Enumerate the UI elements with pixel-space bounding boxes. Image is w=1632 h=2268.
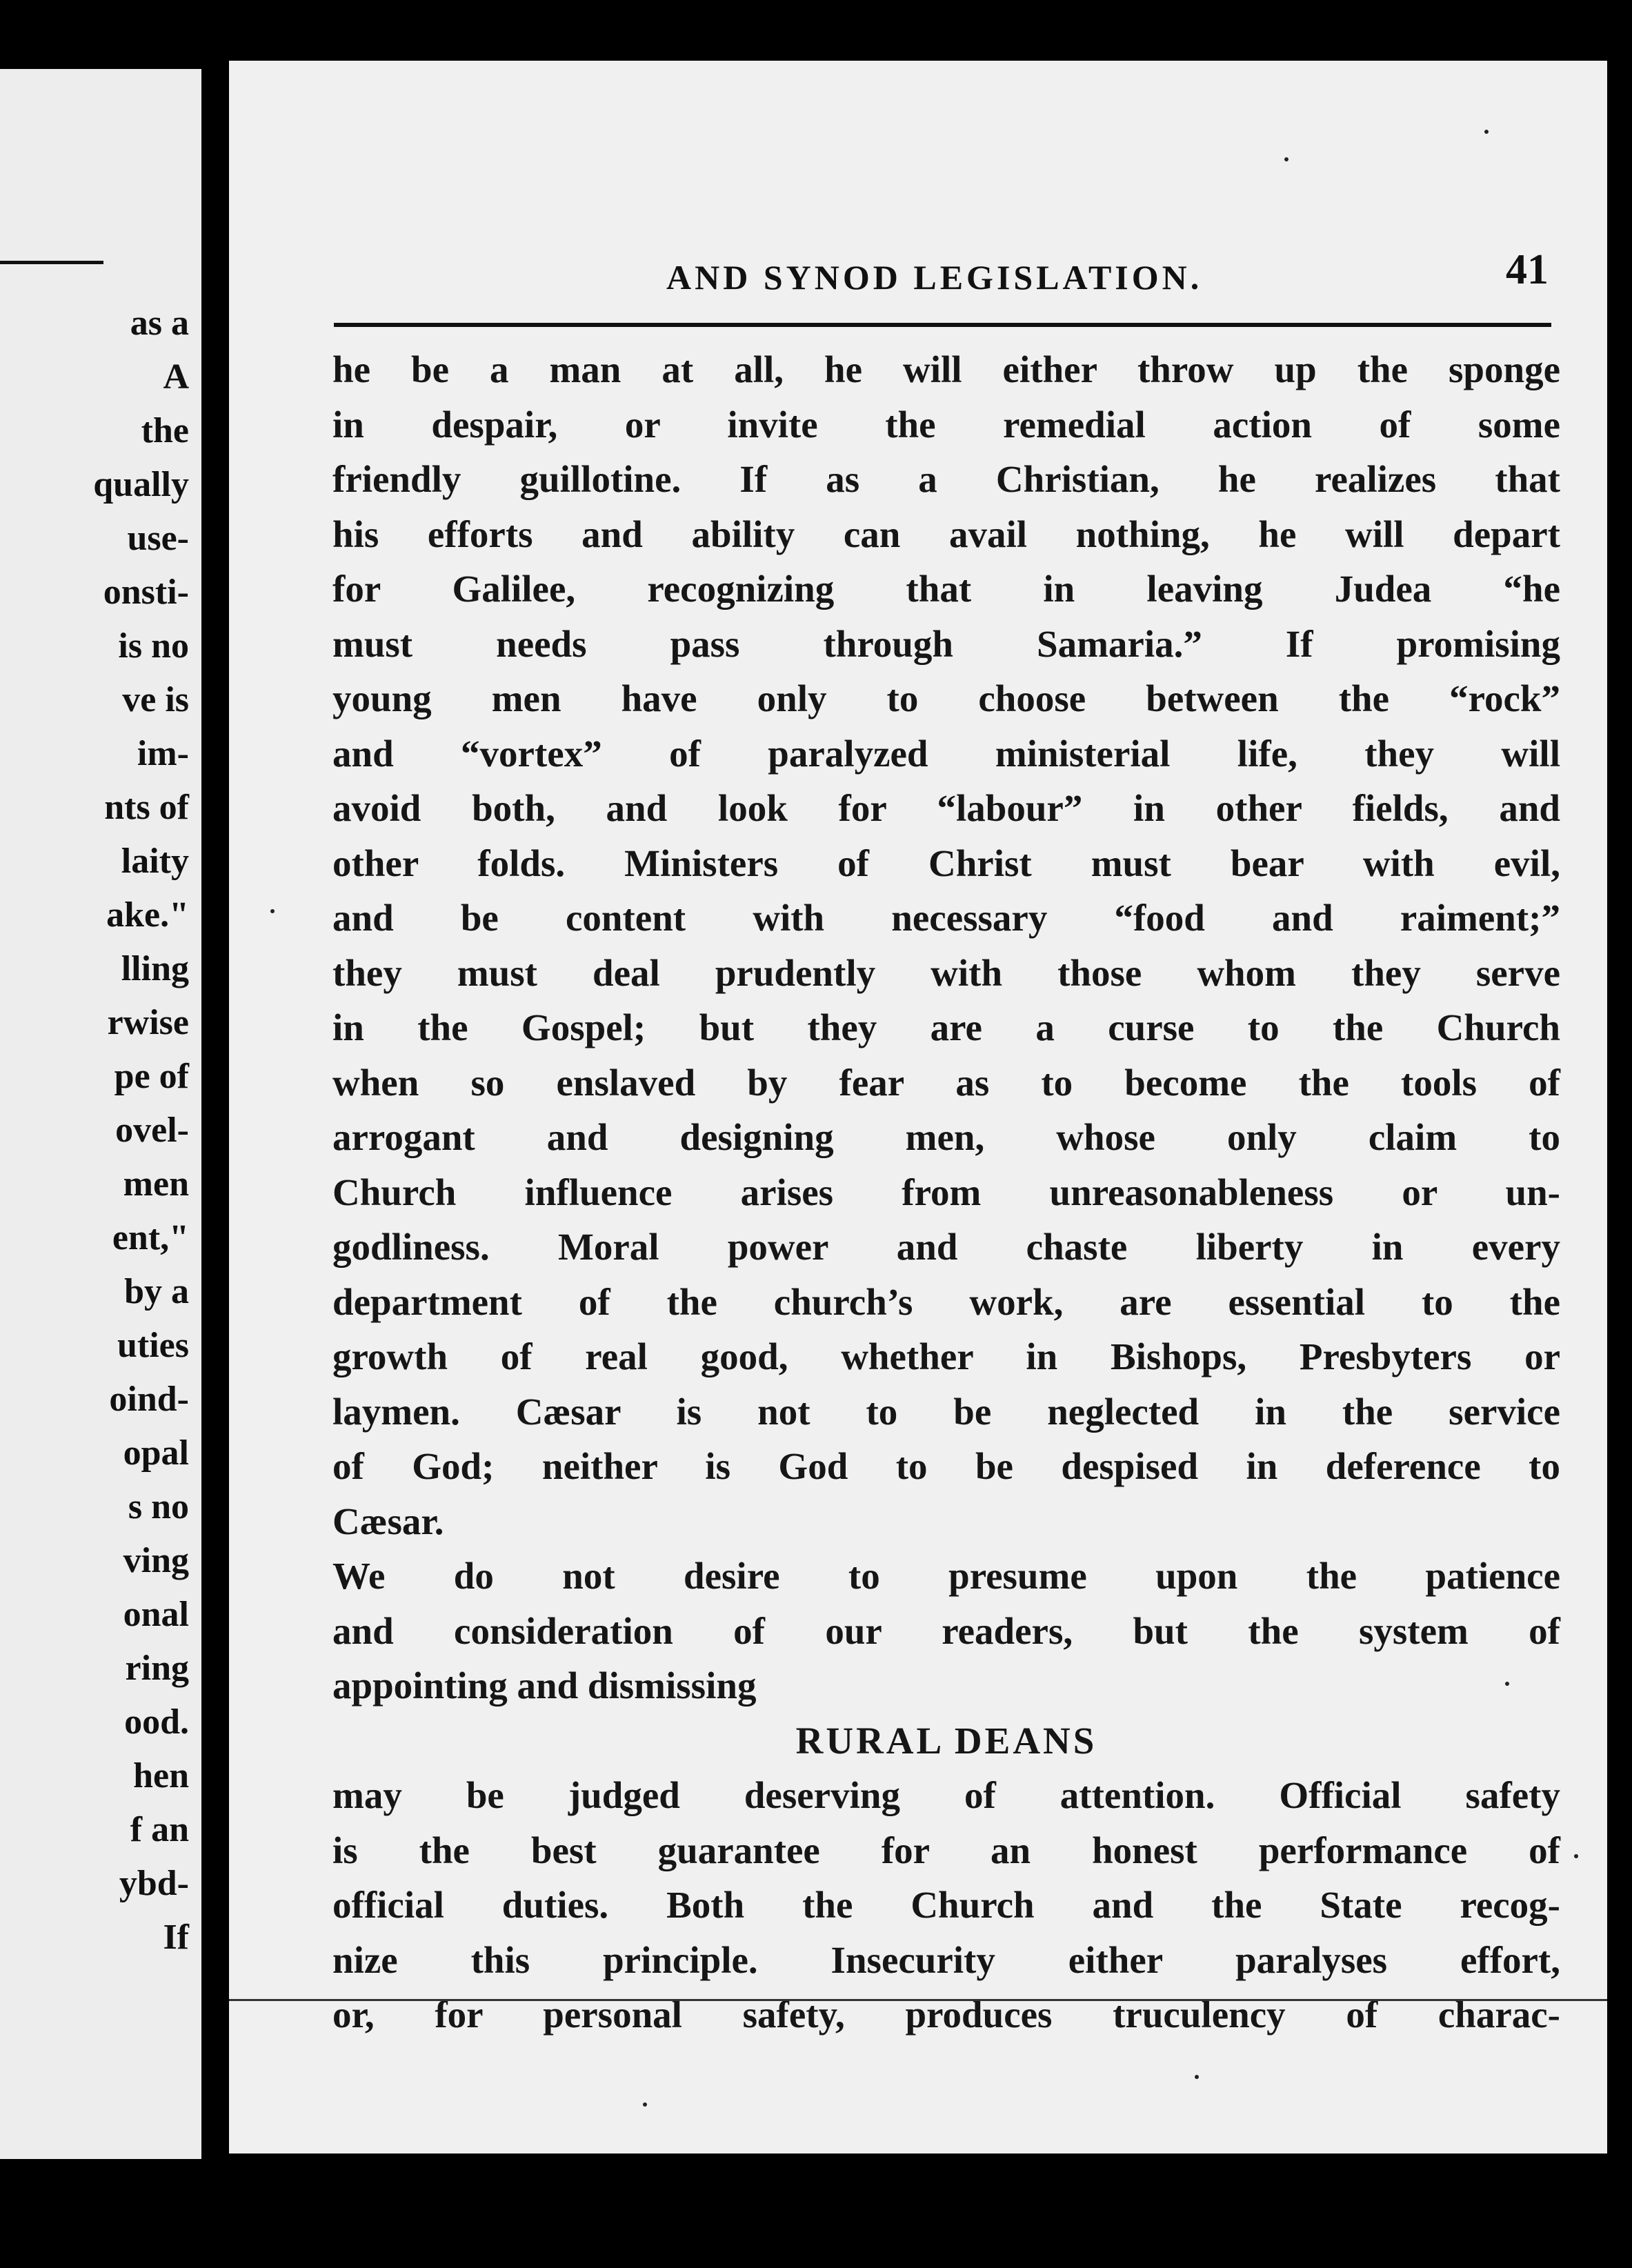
text-line: appointing and dismissing	[332, 1664, 757, 1707]
text-line: friendly guillotine. If as a Christian, he realizes that	[332, 458, 1560, 500]
text-line: of God; neither is God to be despised in deference to	[332, 1445, 1560, 1487]
ink-speck	[1505, 1682, 1509, 1686]
left-line: laity	[121, 842, 189, 881]
left-line: ovel-	[115, 1111, 189, 1150]
page-header	[334, 226, 1551, 327]
left-line: ring	[125, 1649, 189, 1688]
left-line: ent,"	[112, 1218, 189, 1257]
left-line: If	[163, 1918, 189, 1957]
text-line: We do not desire to presume upon the patience	[332, 1555, 1560, 1597]
left-line: ve is	[122, 680, 189, 719]
text-line: avoid both, and look for “labour” in other fields, and	[332, 787, 1560, 829]
running-head: AND SYNOD LEGISLATION.	[666, 258, 1203, 297]
body-text	[332, 342, 1560, 2042]
ink-speck	[1195, 2075, 1199, 2079]
section-heading: RURAL DEANS	[795, 1719, 1097, 1762]
text-line: is the best guarantee for an honest performance of	[332, 1829, 1560, 1871]
left-line: s no	[128, 1487, 189, 1526]
left-line: im-	[137, 734, 189, 773]
ink-speck	[643, 2102, 647, 2107]
text-line: nize this principle. Insecurity either paralyses effort,	[332, 1938, 1560, 1981]
ink-speck	[1484, 130, 1489, 134]
left-line: nts of	[104, 788, 189, 827]
left-page-text	[93, 297, 189, 1964]
book-gutter	[201, 0, 229, 2268]
left-line: ybd-	[119, 1864, 189, 1903]
text-line: and consideration of our readers, but the system of	[332, 1609, 1560, 1652]
text-line: Church influence arises from unreasonableness or un-	[332, 1171, 1560, 1213]
left-line: ving	[123, 1541, 189, 1580]
scan-artifact-line	[229, 1999, 1607, 2001]
ink-speck	[1574, 1854, 1578, 1858]
page-number: 41	[1506, 246, 1549, 293]
left-line: opal	[123, 1433, 189, 1473]
text-line: arrogant and designing men, whose only claim to	[332, 1116, 1560, 1158]
left-line: ood.	[124, 1702, 189, 1742]
ink-speck	[270, 909, 275, 913]
text-line: young men have only to choose between the “rock”	[332, 677, 1560, 719]
right-page	[229, 61, 1607, 2153]
text-line: he be a man at all, he will either throw up the sponge	[332, 348, 1560, 390]
left-line: rwise	[107, 1003, 189, 1042]
left-line: by a	[124, 1272, 189, 1311]
left-line: use-	[127, 519, 189, 558]
text-line: department of the church’s work, are essential to the	[332, 1280, 1560, 1323]
text-line: they must deal prudently with those whom they serve	[332, 951, 1560, 994]
text-line: Cæsar.	[332, 1500, 444, 1542]
text-line: must needs pass through Samaria.” If promising	[332, 622, 1560, 665]
left-line: onal	[123, 1595, 189, 1634]
left-line: lling	[121, 949, 189, 988]
text-line: when so enslaved by fear as to become the tools of	[332, 1061, 1560, 1104]
left-line: uties	[117, 1326, 189, 1365]
text-line: official duties. Both the Church and the State recog-	[332, 1884, 1560, 1926]
left-page-fragment	[0, 69, 201, 2159]
text-line: in the Gospel; but they are a curse to the Church	[332, 1006, 1560, 1048]
left-line: men	[123, 1164, 189, 1204]
left-line: onsti-	[103, 573, 189, 612]
left-line: as a	[130, 304, 189, 343]
left-line: f an	[130, 1810, 189, 1849]
text-line: growth of real good, whether in Bishops, Presbyters or	[332, 1335, 1560, 1377]
left-line: the	[141, 411, 189, 450]
text-line: for Galilee, recognizing that in leaving Judea “he	[332, 568, 1560, 610]
text-line: may be judged deserving of attention. Official safety	[332, 1774, 1560, 1816]
text-line: or, for personal safety, produces truculency of charac-	[332, 1993, 1560, 2036]
text-line: in despair, or invite the remedial action of some	[332, 403, 1560, 446]
text-line: laymen. Cæsar is not to be neglected in the service	[332, 1390, 1560, 1433]
left-line: ake."	[106, 895, 189, 935]
left-line: A	[163, 357, 189, 397]
left-line: qually	[93, 465, 189, 504]
left-line: oind-	[109, 1380, 189, 1419]
text-line: his efforts and ability can avail nothing, he will depart	[332, 513, 1560, 555]
left-line: is no	[118, 626, 189, 666]
text-line: godliness. Moral power and chaste liberty in every	[332, 1226, 1560, 1268]
text-line: and “vortex” of paralyzed ministerial life, they will	[332, 732, 1560, 775]
left-line: pe of	[114, 1057, 189, 1096]
left-line: hen	[133, 1756, 189, 1796]
left-header-rule	[0, 261, 103, 264]
ink-speck	[1284, 157, 1288, 161]
text-line: and be content with necessary “food and raiment;”	[332, 897, 1560, 939]
text-line: other folds. Ministers of Christ must bear with evil,	[332, 842, 1560, 884]
